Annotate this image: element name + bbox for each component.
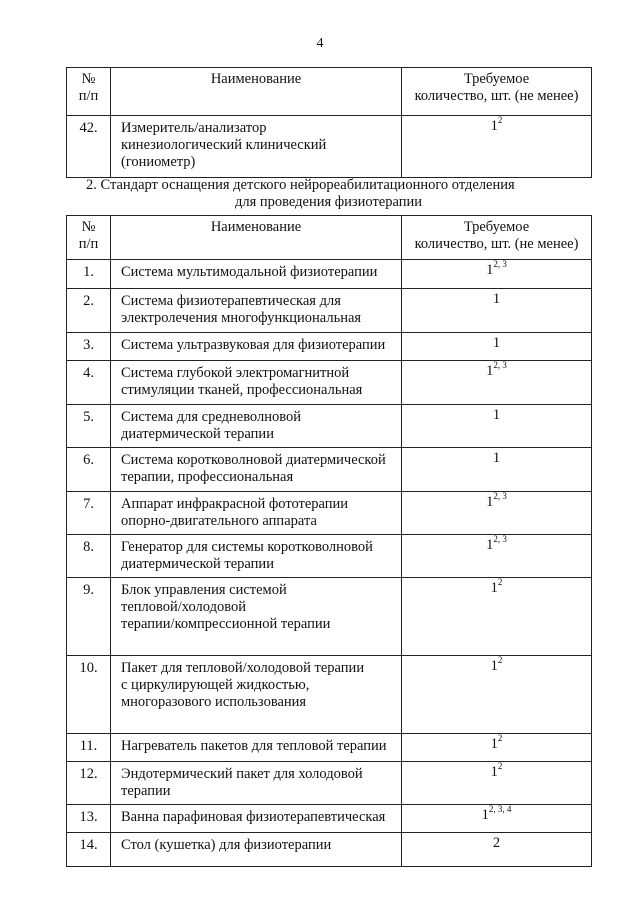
row-quantity: [402, 492, 592, 535]
table-row: [67, 805, 592, 833]
quantity-value: 1: [492, 335, 501, 351]
quantity-footnote: 2: [497, 655, 503, 665]
row-quantity: [402, 535, 592, 578]
table-row: [67, 289, 592, 333]
row-name: Система физиотерапевтическая для электролечения многофункциональная: [111, 289, 402, 333]
quantity-value: 1: [492, 291, 501, 307]
row-number: 9.: [67, 578, 111, 656]
section-title-line2: для проведения физиотерапии: [234, 194, 423, 210]
quantity-value: 1: [490, 736, 498, 752]
table-row: [67, 656, 592, 734]
quantity-value: 1: [486, 363, 494, 379]
row-number: 6.: [67, 448, 111, 492]
quantity-footnote: 2, 3, 4: [488, 804, 512, 814]
row-name: Система глубокой электромагнитной стимуляции тканей, профессиональная: [111, 361, 402, 405]
row-name: Аппарат инфракрасной фототерапии опорно-двигательного аппарата: [111, 492, 402, 535]
row-name: Генератор для системы коротковолновой диатермической терапии: [111, 535, 402, 578]
header-num: № п/п: [67, 216, 111, 260]
row-quantity: [402, 762, 592, 805]
quantity-footnote: 2, 3: [493, 534, 507, 544]
table-row: [67, 333, 592, 361]
row-quantity: [402, 833, 592, 867]
page-number: 4: [316, 36, 324, 51]
row-name: Стол (кушетка) для физиотерапии: [111, 833, 402, 867]
row-name: Измеритель/анализатор кинезиологический клинический (гониометр): [111, 116, 402, 178]
table-row: [67, 260, 592, 289]
row-quantity: [402, 289, 592, 333]
row-number: 13.: [67, 805, 111, 833]
quantity-value: 1: [490, 764, 498, 780]
quantity-value: 1: [486, 494, 494, 510]
header-name: Наименование: [111, 68, 402, 116]
table-row: [67, 535, 592, 578]
table-row: [67, 405, 592, 448]
row-name: Блок управления системой тепловой/холодовой терапии/компрессионной терапии: [111, 578, 402, 656]
row-quantity: [402, 805, 592, 833]
table-row: [67, 734, 592, 762]
section-title: [66, 177, 591, 211]
row-number: 2.: [67, 289, 111, 333]
quantity-footnote: 2: [497, 115, 503, 125]
equipment-table: [66, 215, 592, 867]
quantity-footnote: 2: [497, 733, 503, 743]
quantity-footnote: 2, 3: [493, 360, 507, 370]
row-name: Система мультимодальной физиотерапии: [111, 260, 402, 289]
row-quantity: [402, 578, 592, 656]
quantity-value: 1: [486, 537, 494, 553]
row-name: Система коротковолновой диатермической терапии, профессиональная: [111, 448, 402, 492]
quantity-value: 1: [490, 658, 498, 674]
row-number: 3.: [67, 333, 111, 361]
table-row: [67, 448, 592, 492]
row-number: 5.: [67, 405, 111, 448]
quantity-value: 1: [492, 407, 501, 423]
table-row: [67, 116, 592, 178]
row-quantity: [402, 405, 592, 448]
quantity-footnote: 2, 3: [493, 259, 507, 269]
row-name: Эндотермический пакет для холодовой терапии: [111, 762, 402, 805]
row-quantity: [402, 333, 592, 361]
row-quantity: [402, 734, 592, 762]
row-number: 11.: [67, 734, 111, 762]
table-row: [67, 762, 592, 805]
header-num: № п/п: [67, 68, 111, 116]
header-qty: Требуемое количество, шт. (не менее): [402, 68, 592, 116]
table-row: [67, 578, 592, 656]
table-row: [67, 361, 592, 405]
quantity-footnote: 2: [497, 577, 503, 587]
table-header-row: [67, 68, 592, 116]
quantity-value: 1: [486, 262, 494, 278]
row-name: Система ультразвуковая для физиотерапии: [111, 333, 402, 361]
row-number: 4.: [67, 361, 111, 405]
quantity-footnote: 2: [497, 761, 503, 771]
row-name: Система для средневолновой диатермической терапии: [111, 405, 402, 448]
row-number: 14.: [67, 833, 111, 867]
row-quantity: [402, 116, 592, 178]
header-qty: Требуемое количество, шт. (не менее): [402, 216, 592, 260]
row-name: Пакет для тепловой/холодовой терапии с циркулирующей жидкостью, многоразового использования: [111, 656, 402, 734]
quantity-value: 1: [481, 807, 489, 823]
row-number: 7.: [67, 492, 111, 535]
row-number: 10.: [67, 656, 111, 734]
quantity-footnote: 2, 3: [493, 491, 507, 501]
row-name: Нагреватель пакетов для тепловой терапии: [111, 734, 402, 762]
quantity-value: 1: [490, 118, 498, 134]
row-number: 12.: [67, 762, 111, 805]
table-header-row: [67, 216, 592, 260]
table-row: [67, 492, 592, 535]
section-title-line1: 2. Стандарт оснащения детского нейрореабилитационного отделения: [86, 177, 515, 193]
header-name: Наименование: [111, 216, 402, 260]
table-row: [67, 833, 592, 867]
row-name: Ванна парафиновая физиотерапевтическая: [111, 805, 402, 833]
quantity-value: 2: [492, 835, 501, 851]
row-number: 1.: [67, 260, 111, 289]
quantity-value: 1: [492, 450, 501, 466]
row-number: 8.: [67, 535, 111, 578]
equipment-table-continued: [66, 67, 592, 178]
quantity-value: 1: [490, 580, 498, 596]
row-quantity: [402, 361, 592, 405]
row-number: 42.: [67, 116, 111, 178]
row-quantity: [402, 656, 592, 734]
row-quantity: [402, 448, 592, 492]
row-quantity: [402, 260, 592, 289]
